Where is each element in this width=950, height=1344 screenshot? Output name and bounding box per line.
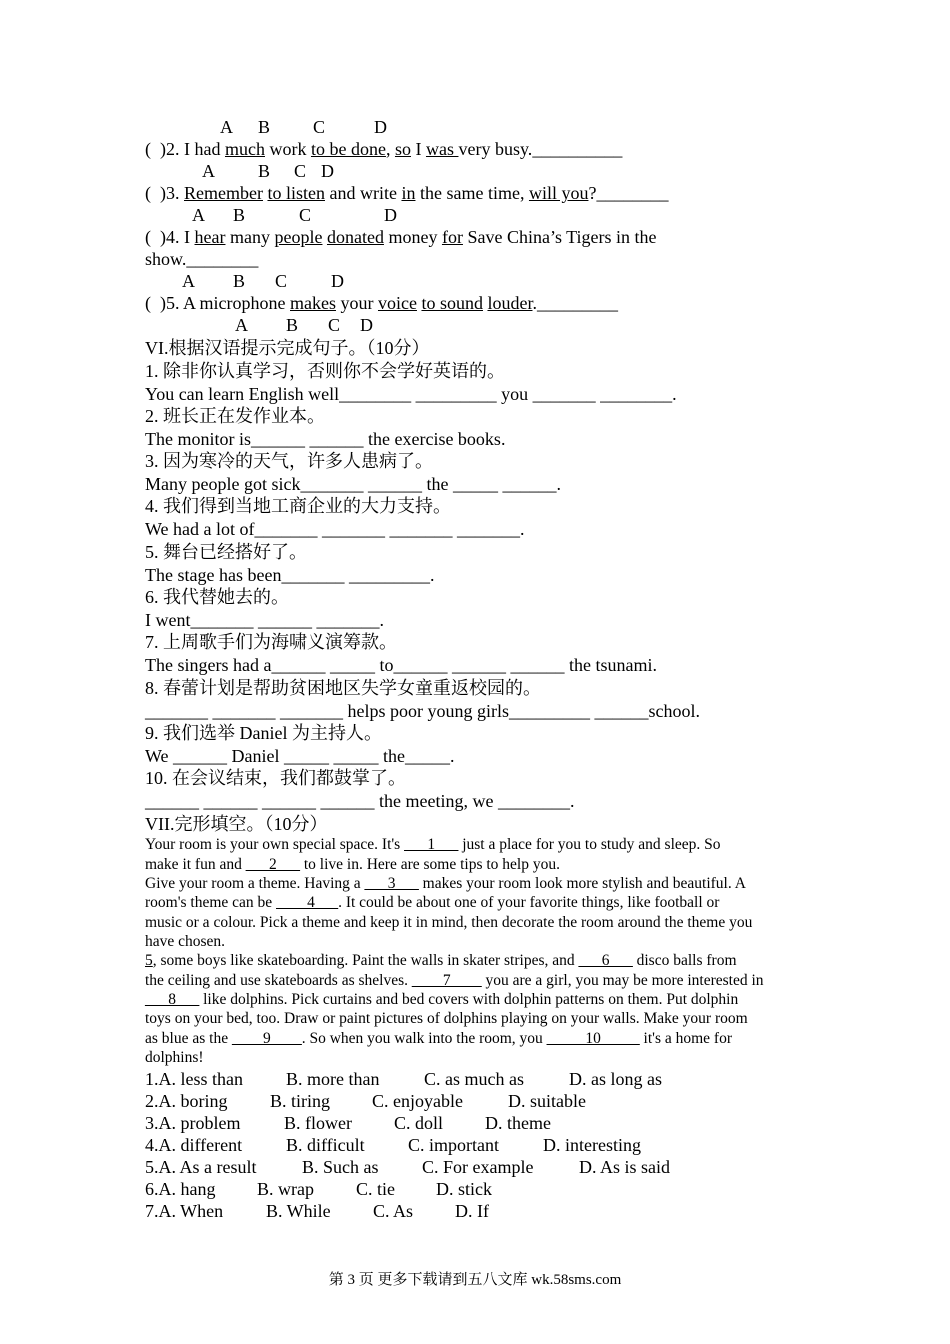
option-d[interactable]: D. stick xyxy=(436,1179,492,1199)
letter: D xyxy=(331,271,344,291)
cloze-blank-5[interactable]: 5 xyxy=(145,952,153,969)
text: . It could be about one of your favorite things, like football or xyxy=(338,894,720,911)
cn-prompt: 4. 我们得到当地工商企业的大力支持。 xyxy=(145,496,451,516)
underlined-d: for xyxy=(441,227,463,247)
en-sentence[interactable]: ______ ______ ______ ______ the meeting, we ________. xyxy=(145,791,575,811)
option-b[interactable]: B. difficult xyxy=(286,1135,365,1155)
answer-paren[interactable]: ( ) xyxy=(145,139,166,159)
option-a[interactable]: 3.A. problem xyxy=(145,1113,241,1133)
cn-prompt: 10. 在会议结束，我们都鼓掌了。 xyxy=(145,768,406,788)
text: A microphone xyxy=(183,293,290,313)
letter: C xyxy=(313,117,326,137)
letter: B xyxy=(286,315,299,335)
cloze-blank-6[interactable]: ___6___ xyxy=(578,952,633,969)
text: the ceiling and use skateboards as shelves. xyxy=(145,972,412,989)
underlined-a: makes xyxy=(290,293,336,313)
option-d[interactable]: D. suitable xyxy=(508,1091,586,1111)
underlined-a: hear xyxy=(194,227,226,247)
section-7-heading: VII.完形填空。（10分） xyxy=(145,814,328,834)
underlined-b: voice xyxy=(377,293,417,313)
en-sentence[interactable]: You can learn English well________ _________ you _______ ________. xyxy=(145,384,677,404)
underlined-a: much xyxy=(224,139,265,159)
answer-blank[interactable]: ________ xyxy=(596,183,669,203)
cn-prompt: 5. 舞台已经搭好了。 xyxy=(145,542,307,562)
text: , some boys like skateboarding. Paint the walls in skater stripes, and xyxy=(152,952,579,969)
option-d[interactable]: D. As is said xyxy=(579,1157,671,1177)
option-b[interactable]: B. flower xyxy=(284,1113,352,1133)
en-sentence[interactable]: The stage has been_______ _________. xyxy=(145,565,435,585)
letter: D xyxy=(321,161,334,181)
option-d[interactable]: D. as long as xyxy=(569,1069,662,1089)
text: like dolphins. Pick curtains and bed covers with dolphin patterns on them. Put dolphin xyxy=(199,991,739,1008)
cloze-blank-2[interactable]: ___2___ xyxy=(245,856,300,873)
answer-paren[interactable]: ( ) xyxy=(145,293,166,313)
answer-paren[interactable]: ( ) xyxy=(145,227,166,247)
letter: C xyxy=(299,205,312,225)
cn-prompt: 6. 我代替她去的。 xyxy=(145,587,289,607)
passage-line xyxy=(145,855,560,875)
text: disco balls from xyxy=(632,952,737,969)
option-d[interactable]: D. theme xyxy=(485,1113,551,1133)
underlined-c: donated xyxy=(326,227,384,247)
en-sentence[interactable]: The singers had a______ _____ to______ ______ ______ the tsunami. xyxy=(145,655,657,675)
text: make it fun and xyxy=(145,856,246,873)
text: , xyxy=(385,139,395,159)
q-number: 4. xyxy=(166,227,180,247)
cn-prompt: 9. 我们选举 Daniel 为主持人。 xyxy=(145,723,382,743)
letter: D xyxy=(360,315,373,335)
passage-line xyxy=(145,951,737,971)
underlined-c: so xyxy=(394,139,411,159)
passage-line xyxy=(145,835,721,855)
letter: B xyxy=(233,205,246,225)
option-b[interactable]: B. Such as xyxy=(302,1157,379,1177)
text: very busy. xyxy=(458,139,533,159)
cloze-blank-4[interactable]: ____4___ xyxy=(276,894,339,911)
question-5 xyxy=(145,292,618,314)
passage-line xyxy=(145,874,746,894)
option-b[interactable]: B. wrap xyxy=(257,1179,314,1199)
answer-blank[interactable]: __________ xyxy=(532,139,623,159)
passage-line xyxy=(145,913,752,933)
letter: A xyxy=(202,161,215,181)
en-sentence[interactable]: We had a lot of_______ _______ _______ _______. xyxy=(145,519,525,539)
letter: B xyxy=(258,161,271,181)
text: as blue as the xyxy=(145,1030,232,1047)
cloze-blank-7[interactable]: ____7____ xyxy=(411,972,482,989)
en-sentence[interactable]: _______ _______ _______ helps poor young girls_________ ______school. xyxy=(145,701,700,721)
text: I xyxy=(184,227,195,247)
question-2 xyxy=(145,138,622,160)
text: Save China’s Tigers in the xyxy=(462,227,657,247)
underlined-b: people xyxy=(274,227,323,247)
cloze-blank-1[interactable]: ___1___ xyxy=(404,836,459,853)
option-c[interactable]: C. enjoyable xyxy=(372,1091,463,1111)
option-a[interactable]: 5.A. As a result xyxy=(145,1157,257,1177)
section-6-heading: VI.根据汉语提示完成句子。（10分） xyxy=(145,338,430,358)
text: Your room is your own special space. It's xyxy=(145,836,405,853)
cloze-blank-8[interactable]: ___8___ xyxy=(145,991,200,1008)
text: have chosen. xyxy=(145,933,226,950)
letter: D xyxy=(384,205,397,225)
text: and write xyxy=(324,183,402,203)
option-a[interactable]: 2.A. boring xyxy=(145,1091,228,1111)
option-c[interactable]: C. For example xyxy=(422,1157,534,1177)
text: it's a home for xyxy=(639,1030,732,1047)
cloze-blank-10[interactable]: _____10_____ xyxy=(546,1030,640,1047)
text: room's theme can be xyxy=(145,894,277,911)
passage-line xyxy=(145,1048,204,1068)
text: makes your room look more stylish and beautiful. A xyxy=(418,875,746,892)
cloze-blank-3[interactable]: ___3___ xyxy=(364,875,419,892)
en-sentence[interactable]: I went_______ ______ _______. xyxy=(145,610,384,630)
text: just a place for you to study and sleep. So xyxy=(458,836,721,853)
passage-line xyxy=(145,1029,732,1049)
text: you are a girl, you may be more interested in xyxy=(481,972,764,989)
letter: C xyxy=(294,161,307,181)
letter: C xyxy=(275,271,288,291)
text: toys on your bed, too. Draw or paint pictures of dolphins playing on your walls. Make your room xyxy=(145,1010,748,1027)
underlined-d: will you xyxy=(528,183,589,203)
text: the same time, xyxy=(415,183,529,203)
letter: A xyxy=(182,271,195,291)
text: to live in. Here are some tips to help you. xyxy=(299,856,560,873)
underlined-c: in xyxy=(401,183,416,203)
option-b[interactable]: B. While xyxy=(266,1201,331,1221)
option-a[interactable]: 7.A. When xyxy=(145,1201,224,1221)
answer-paren[interactable]: ( ) xyxy=(145,183,166,203)
option-c[interactable]: C. tie xyxy=(356,1179,395,1199)
question-4 xyxy=(145,226,656,248)
letter: B xyxy=(233,271,246,291)
option-a[interactable]: 4.A. different xyxy=(145,1135,243,1155)
text: I xyxy=(410,139,426,159)
text: Give your room a theme. Having a xyxy=(145,875,365,892)
letter: C xyxy=(328,315,341,335)
letter: D xyxy=(374,117,387,137)
cloze-blank-9[interactable]: ____9____ xyxy=(231,1030,302,1047)
option-b[interactable]: B. more than xyxy=(286,1069,380,1089)
option-c[interactable]: C. doll xyxy=(394,1113,444,1133)
question-3 xyxy=(145,182,668,204)
text: . xyxy=(532,293,537,313)
text: many xyxy=(225,227,275,247)
underlined-d: was xyxy=(425,139,459,159)
option-c[interactable]: C. as much as xyxy=(424,1069,524,1089)
text: dolphins! xyxy=(145,1049,204,1066)
passage-line xyxy=(145,893,719,913)
letter: A xyxy=(220,117,233,137)
text: work xyxy=(264,139,311,159)
option-c[interactable]: C. important xyxy=(408,1135,499,1155)
page-footer: 第 3 页 更多下载请到五八文库 wk.58sms.com xyxy=(328,1272,622,1288)
en-sentence[interactable]: Many people got sick_______ ______ the _____ ______. xyxy=(145,474,561,494)
cn-prompt: 7. 上周歌手们为海啸义演筹款。 xyxy=(145,632,397,652)
question-4-continued: show.________ xyxy=(145,249,259,269)
cn-prompt: 2. 班长正在发作业本。 xyxy=(145,406,325,426)
option-a[interactable]: 1.A. less than xyxy=(145,1069,243,1089)
q-number: 2. xyxy=(166,139,180,159)
text: . So when you walk into the room, you xyxy=(301,1030,547,1047)
q-number: 5. xyxy=(166,293,180,313)
underlined-c: to sound xyxy=(421,293,483,313)
cn-prompt: 1. 除非你认真学习，否则你不会学好英语的。 xyxy=(145,361,505,381)
passage-line xyxy=(145,932,225,952)
option-d[interactable]: D. If xyxy=(455,1201,489,1221)
cn-prompt: 8. 春蕾计划是帮助贫困地区失学女童重返校园的。 xyxy=(145,678,541,698)
passage-line xyxy=(145,1009,748,1029)
text: your xyxy=(335,293,378,313)
option-c[interactable]: C. As xyxy=(373,1201,414,1221)
underlined-d: louder xyxy=(487,293,533,313)
letter: B xyxy=(258,117,271,137)
letter: A xyxy=(235,315,248,335)
letter: A xyxy=(192,205,205,225)
option-a[interactable]: 6.A. hang xyxy=(145,1179,216,1199)
en-sentence[interactable]: We ______ Daniel _____ _____ the_____. xyxy=(145,746,455,766)
en-sentence[interactable]: The monitor is______ ______ the exercise books. xyxy=(145,429,506,449)
underlined-b: to listen xyxy=(267,183,325,203)
underlined-a: Remember xyxy=(184,183,263,203)
passage-line xyxy=(145,971,764,991)
option-b[interactable]: B. tiring xyxy=(270,1091,331,1111)
text: music or a colour. Pick a theme and keep it in mind, then decorate the room around the theme you xyxy=(145,914,753,931)
text: ? xyxy=(588,183,597,203)
text: money xyxy=(383,227,442,247)
q-number: 3. xyxy=(166,183,180,203)
cn-prompt: 3. 因为寒冷的天气，许多人患病了。 xyxy=(145,451,433,471)
underlined-b: to be done xyxy=(310,139,386,159)
answer-blank[interactable]: _________ xyxy=(536,293,618,313)
passage-line xyxy=(145,990,738,1010)
text: I had xyxy=(184,139,225,159)
option-d[interactable]: D. interesting xyxy=(543,1135,641,1155)
